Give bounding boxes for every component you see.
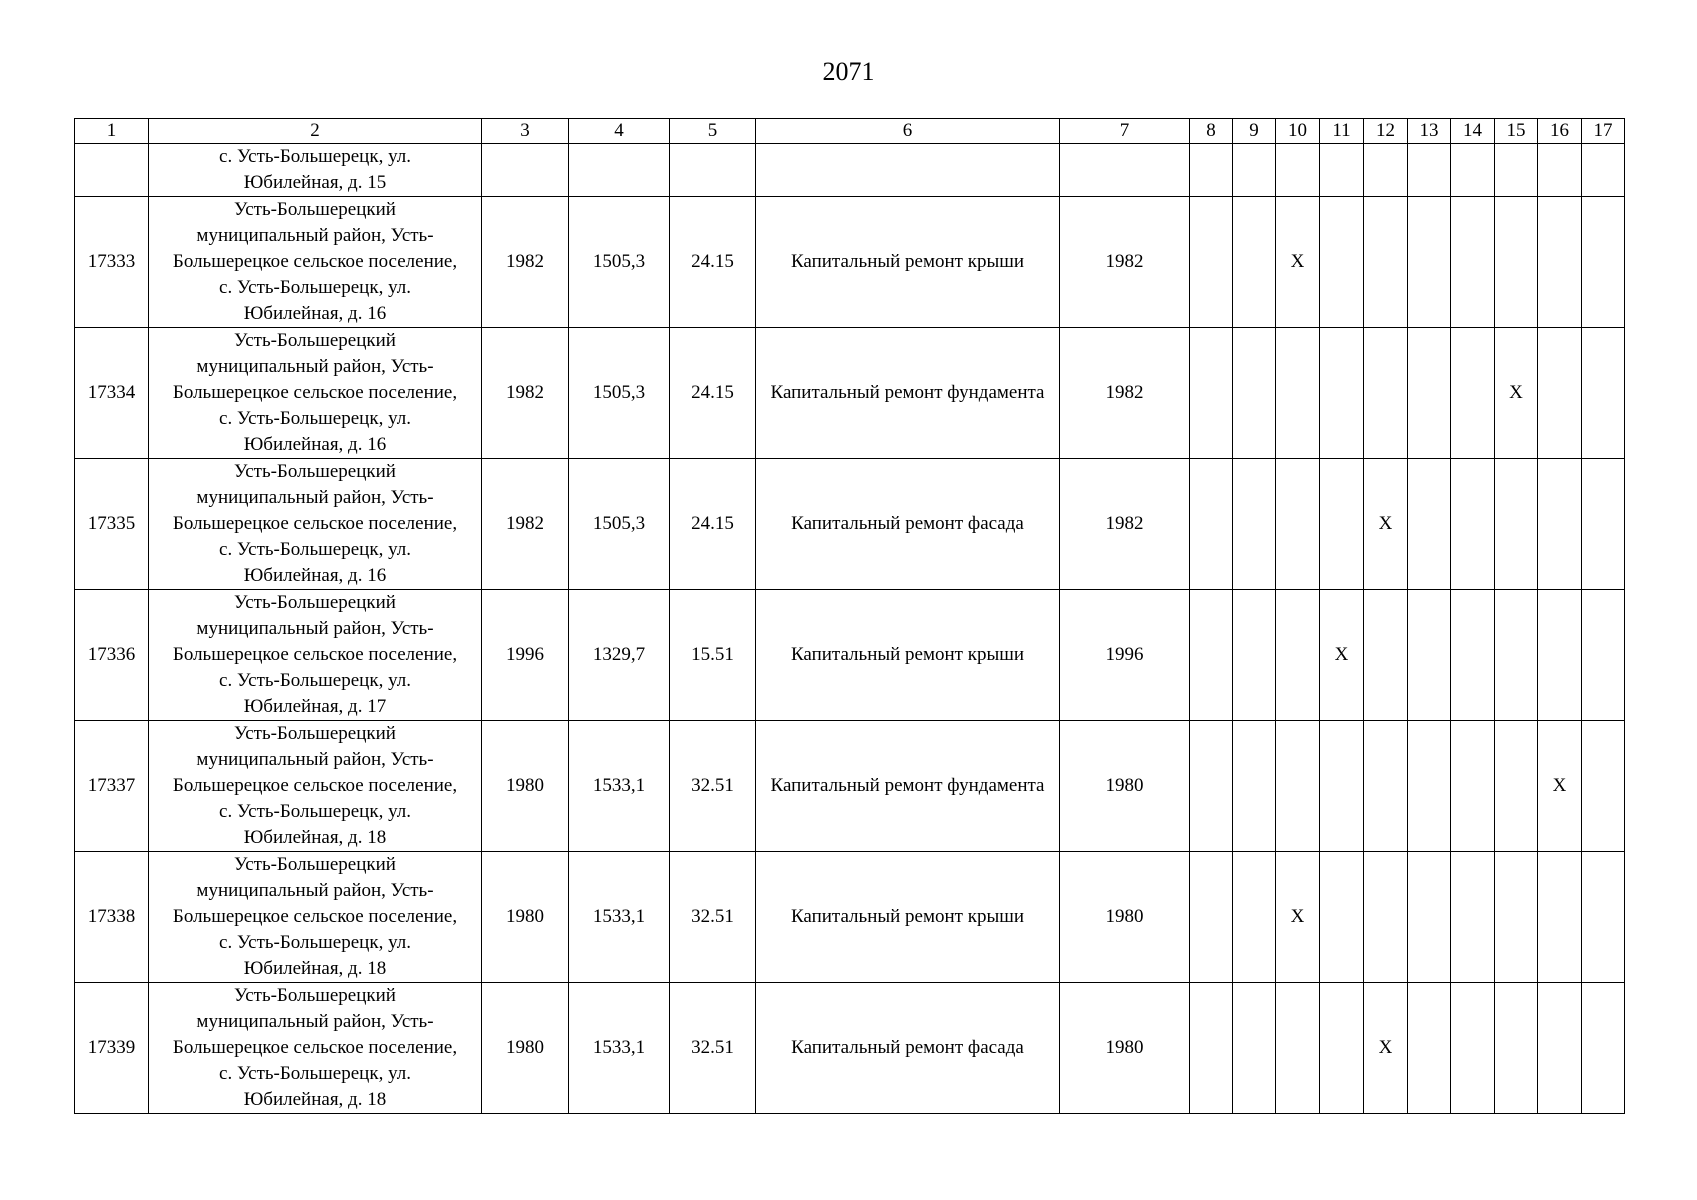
table-row bbox=[75, 197, 1625, 328]
table-row-continuation bbox=[75, 144, 1625, 197]
empty-cell bbox=[1320, 197, 1364, 328]
address-cell bbox=[149, 983, 482, 1114]
empty-cell bbox=[1408, 459, 1451, 590]
empty-cell bbox=[1495, 459, 1538, 590]
address-line: с. Усть-Большерецк, ул. bbox=[219, 932, 411, 953]
empty-cell bbox=[1451, 459, 1495, 590]
work-year-cell: 1980 bbox=[1060, 983, 1190, 1114]
address-line: муниципальный район, Усть- bbox=[196, 487, 434, 508]
work-type-text: Капитальный ремонт фундамента bbox=[770, 775, 1045, 796]
mark-cell: X bbox=[1276, 852, 1320, 983]
address-line: с. Усть-Большерецк, ул. bbox=[219, 146, 411, 167]
empty-cell bbox=[1190, 721, 1233, 852]
empty-cell bbox=[1233, 144, 1276, 197]
empty-cell bbox=[1538, 590, 1582, 721]
address-cell bbox=[149, 197, 482, 328]
empty-cell bbox=[1233, 459, 1276, 590]
table-row bbox=[75, 459, 1625, 590]
work-type-cell bbox=[756, 852, 1060, 983]
empty-cell bbox=[1451, 328, 1495, 459]
mark-cell: X bbox=[1364, 983, 1408, 1114]
address-line: с. Усть-Большерецк, ул. bbox=[219, 408, 411, 429]
table-row bbox=[75, 328, 1625, 459]
empty-cell bbox=[1364, 144, 1408, 197]
empty-cell bbox=[569, 144, 670, 197]
empty-cell bbox=[1364, 197, 1408, 328]
header-row bbox=[75, 119, 1625, 144]
empty-cell bbox=[1495, 197, 1538, 328]
table-row bbox=[75, 590, 1625, 721]
work-type-cell bbox=[756, 328, 1060, 459]
empty-cell bbox=[1538, 983, 1582, 1114]
address-line: муниципальный район, Усть- bbox=[196, 1011, 434, 1032]
column-header: 2 bbox=[149, 119, 482, 144]
empty-cell bbox=[1538, 328, 1582, 459]
empty-cell bbox=[1320, 328, 1364, 459]
empty-cell bbox=[1060, 144, 1190, 197]
empty-cell bbox=[1408, 197, 1451, 328]
address-line: Усть-Большерецкий bbox=[234, 199, 396, 220]
column-header: 6 bbox=[756, 119, 1060, 144]
empty-cell bbox=[1233, 197, 1276, 328]
empty-cell bbox=[1582, 459, 1625, 590]
area-cell: 1533,1 bbox=[569, 852, 670, 983]
address-line: Усть-Большерецкий bbox=[234, 723, 396, 744]
work-year-cell: 1996 bbox=[1060, 590, 1190, 721]
address-line: Юбилейная, д. 16 bbox=[243, 303, 387, 324]
row-id-cell: 17334 bbox=[75, 328, 149, 459]
row-id-cell: 17335 bbox=[75, 459, 149, 590]
address-line: муниципальный район, Усть- bbox=[196, 749, 434, 770]
wear-cell: 32.51 bbox=[670, 721, 756, 852]
empty-cell bbox=[1233, 721, 1276, 852]
area-cell: 1505,3 bbox=[569, 459, 670, 590]
empty-cell bbox=[1451, 197, 1495, 328]
table-row bbox=[75, 721, 1625, 852]
empty-cell bbox=[1582, 852, 1625, 983]
build-year-cell: 1980 bbox=[482, 983, 569, 1114]
table-body bbox=[75, 144, 1625, 1114]
empty-cell bbox=[1451, 590, 1495, 721]
empty-cell bbox=[1538, 459, 1582, 590]
work-type-cell bbox=[756, 459, 1060, 590]
address-line: муниципальный район, Усть- bbox=[196, 356, 434, 377]
row-id-cell: 17338 bbox=[75, 852, 149, 983]
build-year-cell: 1980 bbox=[482, 852, 569, 983]
address-line: Большерецкое сельское поселение, bbox=[172, 906, 458, 927]
address-line: с. Усть-Большерецк, ул. bbox=[219, 1063, 411, 1084]
work-type-text: Капитальный ремонт фундамента bbox=[770, 382, 1045, 403]
work-type-cell bbox=[756, 721, 1060, 852]
page-number: 2071 bbox=[822, 57, 875, 86]
address-cell bbox=[149, 459, 482, 590]
column-header: 10 bbox=[1276, 119, 1320, 144]
empty-cell bbox=[1190, 459, 1233, 590]
address-line: Юбилейная, д. 16 bbox=[243, 434, 387, 455]
empty-cell bbox=[1190, 590, 1233, 721]
empty-cell bbox=[1495, 721, 1538, 852]
address-line: Усть-Большерецкий bbox=[234, 854, 396, 875]
address-line: Усть-Большерецкий bbox=[234, 330, 396, 351]
work-year-cell: 1980 bbox=[1060, 852, 1190, 983]
empty-cell bbox=[1582, 983, 1625, 1114]
build-year-cell: 1982 bbox=[482, 328, 569, 459]
table-row bbox=[75, 852, 1625, 983]
empty-cell bbox=[670, 144, 756, 197]
area-cell: 1505,3 bbox=[569, 328, 670, 459]
address-line: с. Усть-Большерецк, ул. bbox=[219, 539, 411, 560]
empty-cell bbox=[1190, 852, 1233, 983]
empty-cell bbox=[1320, 144, 1364, 197]
address-line: Юбилейная, д. 16 bbox=[243, 565, 387, 586]
work-type-text: Капитальный ремонт фасада bbox=[791, 1037, 1024, 1058]
empty-cell bbox=[1408, 328, 1451, 459]
empty-cell bbox=[1276, 328, 1320, 459]
empty-cell bbox=[1233, 590, 1276, 721]
column-header: 9 bbox=[1233, 119, 1276, 144]
column-header: 14 bbox=[1451, 119, 1495, 144]
empty-cell bbox=[1408, 983, 1451, 1114]
column-header: 11 bbox=[1320, 119, 1364, 144]
address-line: с. Усть-Большерецк, ул. bbox=[219, 277, 411, 298]
column-header: 7 bbox=[1060, 119, 1190, 144]
empty-cell bbox=[1233, 852, 1276, 983]
empty-cell bbox=[756, 144, 1060, 197]
column-header: 3 bbox=[482, 119, 569, 144]
mark-cell: X bbox=[1364, 459, 1408, 590]
address-line: Усть-Большерецкий bbox=[234, 461, 396, 482]
wear-cell: 24.15 bbox=[670, 328, 756, 459]
address-cell bbox=[149, 328, 482, 459]
work-year-cell: 1982 bbox=[1060, 459, 1190, 590]
address-line: Юбилейная, д. 18 bbox=[243, 958, 387, 979]
empty-cell bbox=[1276, 983, 1320, 1114]
build-year-cell: 1982 bbox=[482, 197, 569, 328]
work-year-cell: 1982 bbox=[1060, 197, 1190, 328]
empty-cell bbox=[1320, 459, 1364, 590]
address-cell bbox=[149, 721, 482, 852]
column-header: 12 bbox=[1364, 119, 1408, 144]
empty-cell bbox=[1495, 852, 1538, 983]
empty-cell bbox=[1538, 144, 1582, 197]
work-year-cell: 1982 bbox=[1060, 328, 1190, 459]
address-line: Большерецкое сельское поселение, bbox=[172, 251, 458, 272]
area-cell: 1533,1 bbox=[569, 721, 670, 852]
empty-cell bbox=[1320, 721, 1364, 852]
address-line: Большерецкое сельское поселение, bbox=[172, 513, 458, 534]
wear-cell: 24.15 bbox=[670, 197, 756, 328]
empty-cell bbox=[1276, 590, 1320, 721]
empty-cell bbox=[1582, 144, 1625, 197]
mark-cell: X bbox=[1495, 328, 1538, 459]
mark-cell: X bbox=[1538, 721, 1582, 852]
empty-cell bbox=[1582, 197, 1625, 328]
wear-cell: 15.51 bbox=[670, 590, 756, 721]
work-type-cell bbox=[756, 197, 1060, 328]
empty-cell bbox=[1320, 852, 1364, 983]
work-type-text: Капитальный ремонт крыши bbox=[790, 251, 1025, 272]
address-line: с. Усть-Большерецк, ул. bbox=[219, 801, 411, 822]
empty-cell bbox=[1495, 144, 1538, 197]
empty-cell bbox=[1495, 983, 1538, 1114]
row-id-cell: 17336 bbox=[75, 590, 149, 721]
address-line: Усть-Большерецкий bbox=[234, 985, 396, 1006]
address-cell bbox=[149, 590, 482, 721]
empty-cell bbox=[1276, 721, 1320, 852]
work-type-text: Капитальный ремонт фасада bbox=[791, 513, 1024, 534]
empty-cell bbox=[1364, 590, 1408, 721]
column-header: 15 bbox=[1495, 119, 1538, 144]
empty-cell bbox=[1538, 197, 1582, 328]
empty-cell bbox=[1276, 144, 1320, 197]
work-type-text: Капитальный ремонт крыши bbox=[790, 906, 1025, 927]
area-cell: 1533,1 bbox=[569, 983, 670, 1114]
address-line: Юбилейная, д. 18 bbox=[243, 1089, 387, 1110]
empty-cell bbox=[1190, 328, 1233, 459]
empty-cell bbox=[1408, 144, 1451, 197]
address-line: с. Усть-Большерецк, ул. bbox=[219, 670, 411, 691]
empty-cell bbox=[1364, 852, 1408, 983]
empty-cell bbox=[1582, 721, 1625, 852]
mark-cell: X bbox=[1276, 197, 1320, 328]
build-year-cell: 1982 bbox=[482, 459, 569, 590]
column-header: 16 bbox=[1538, 119, 1582, 144]
work-type-cell bbox=[756, 983, 1060, 1114]
row-id-cell: 17339 bbox=[75, 983, 149, 1114]
address-line: Усть-Большерецкий bbox=[234, 592, 396, 613]
empty-cell bbox=[1582, 590, 1625, 721]
area-cell: 1505,3 bbox=[569, 197, 670, 328]
empty-cell bbox=[1451, 721, 1495, 852]
row-id-cell: 17337 bbox=[75, 721, 149, 852]
empty-cell bbox=[1190, 197, 1233, 328]
empty-cell bbox=[1538, 852, 1582, 983]
empty-cell bbox=[1408, 721, 1451, 852]
column-header: 8 bbox=[1190, 119, 1233, 144]
empty-cell bbox=[1408, 590, 1451, 721]
empty-cell bbox=[1495, 590, 1538, 721]
build-year-cell: 1996 bbox=[482, 590, 569, 721]
address-line: Большерецкое сельское поселение, bbox=[172, 775, 458, 796]
address-line: Юбилейная, д. 18 bbox=[243, 827, 387, 848]
empty-cell bbox=[1190, 983, 1233, 1114]
column-header: 13 bbox=[1408, 119, 1451, 144]
address-line: муниципальный район, Усть- bbox=[196, 225, 434, 246]
empty-cell bbox=[1408, 852, 1451, 983]
table-row bbox=[75, 983, 1625, 1114]
column-header: 17 bbox=[1582, 119, 1625, 144]
work-type-cell bbox=[756, 590, 1060, 721]
empty-cell bbox=[1364, 328, 1408, 459]
address-line: Большерецкое сельское поселение, bbox=[172, 382, 458, 403]
empty-cell bbox=[1364, 721, 1408, 852]
address-line: Большерецкое сельское поселение, bbox=[172, 644, 458, 665]
address-line: Большерецкое сельское поселение, bbox=[172, 1037, 458, 1058]
empty-cell bbox=[1276, 459, 1320, 590]
work-year-cell: 1980 bbox=[1060, 721, 1190, 852]
build-year-cell: 1980 bbox=[482, 721, 569, 852]
wear-cell: 24.15 bbox=[670, 459, 756, 590]
address-line: муниципальный район, Усть- bbox=[196, 618, 434, 639]
column-header: 1 bbox=[75, 119, 149, 144]
empty-cell bbox=[1451, 852, 1495, 983]
row-id-cell: 17333 bbox=[75, 197, 149, 328]
empty-cell bbox=[1451, 144, 1495, 197]
work-type-text: Капитальный ремонт крыши bbox=[790, 644, 1025, 665]
empty-cell bbox=[1233, 328, 1276, 459]
empty-cell bbox=[1582, 328, 1625, 459]
empty-cell bbox=[1320, 983, 1364, 1114]
wear-cell: 32.51 bbox=[670, 983, 756, 1114]
address-line: Юбилейная, д. 17 bbox=[243, 696, 387, 717]
address-cell bbox=[149, 852, 482, 983]
area-cell: 1329,7 bbox=[569, 590, 670, 721]
address-line: Юбилейная, д. 15 bbox=[243, 172, 387, 193]
empty-cell bbox=[482, 144, 569, 197]
empty-cell bbox=[1233, 983, 1276, 1114]
column-header: 4 bbox=[569, 119, 670, 144]
empty-cell bbox=[1451, 983, 1495, 1114]
registry-table bbox=[74, 118, 1625, 1114]
address-cell bbox=[149, 144, 482, 197]
address-line: муниципальный район, Усть- bbox=[196, 880, 434, 901]
empty-cell bbox=[1190, 144, 1233, 197]
column-header: 5 bbox=[670, 119, 756, 144]
wear-cell: 32.51 bbox=[670, 852, 756, 983]
mark-cell: X bbox=[1320, 590, 1364, 721]
empty-cell bbox=[75, 144, 149, 197]
